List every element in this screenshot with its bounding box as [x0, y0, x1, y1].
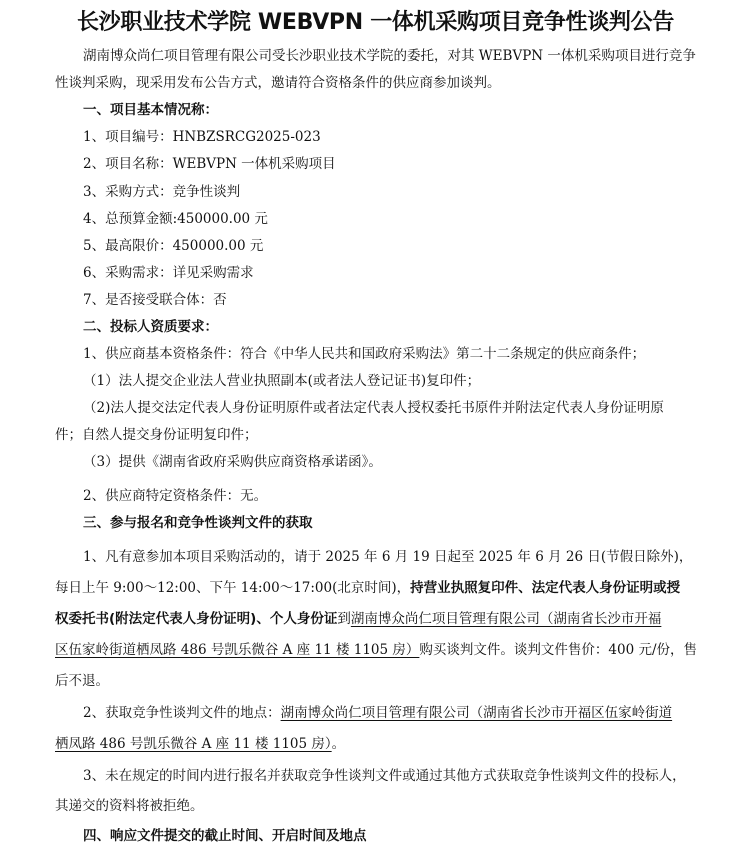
section-2-heading: 二、投标人资质要求：: [83, 319, 218, 335]
special-qualification: 2、供应商特定资格条件：无。: [83, 488, 268, 504]
registration-to: 到: [337, 611, 351, 627]
rejection-line-1: 3、未在规定的时间内进行报名并获取竞争性谈判文件或通过其他方式获取竞争性谈判文件的投标人，: [83, 768, 686, 784]
basic-qualification: 1、供应商基本资格条件：符合《中华人民共和国政府采购法》第二十二条规定的供应商条件；: [83, 346, 646, 362]
pickup-label: 2、获取竞争性谈判文件的地点：: [83, 705, 281, 721]
registration-line-5: 后不退。: [55, 673, 109, 689]
registration-line-4: [55, 638, 696, 658]
agency-address-part-2: 区伍家岭街道栖凤路 486 号凯乐微谷 A 座 11 楼 1105 房）: [55, 642, 420, 658]
pickup-address-part-2: 栖凤路 486 号凯乐微谷 A 座 11 楼 1105 房）: [55, 736, 332, 752]
pickup-line-1: [83, 701, 696, 721]
max-price: 5、最高限价：450000.00 元: [83, 238, 264, 254]
registration-line-3: [55, 607, 696, 627]
registration-line-1: 1、凡有意参加本项目采购活动的，请于 2025 年 6 月 19 日起至 2025 年 6 月 26 日(节假日除外)，: [83, 549, 693, 565]
consortium-accepted: 7、是否接受联合体：否: [83, 292, 227, 308]
intro-line-1: 湖南博众尚仁项目管理有限公司受长沙职业技术学院的委托，对其 WEBVPN 一体机采购项目进行竞争: [83, 48, 696, 64]
qualification-sub-3: （3）提供《湖南省政府采购供应商资格承诺函》。: [83, 454, 382, 470]
pickup-address-part-1: 湖南博众尚仁项目管理有限公司（湖南省长沙市开福区伍家岭街道: [280, 705, 673, 721]
rejection-line-2: 其递交的资料将被拒绝。: [55, 798, 204, 814]
project-number: 1、项目编号：HNBZSRCG2025-023: [83, 129, 321, 145]
section-3-heading: 三、参与报名和竞争性谈判文件的获取: [83, 515, 313, 531]
registration-hours: 每日上午 9:00～12:00、下午 14:00～17:00(北京时间)，: [55, 580, 411, 596]
project-name: 2、项目名称：WEBVPN 一体机采购项目: [83, 156, 336, 172]
registration-docs-bold-1: 持营业执照复印件、法定代表人身份证明或授: [410, 580, 681, 596]
procurement-needs: 6、采购需求：详见采购需求: [83, 265, 254, 281]
section-4-heading: 四、响应文件提交的截止时间、开启时间及地点: [83, 828, 367, 844]
procurement-method: 3、采购方式：竞争性谈判: [83, 184, 241, 200]
registration-line-2: [55, 576, 696, 596]
agency-address-part-1: 湖南博众尚仁项目管理有限公司（湖南省长沙市开福: [350, 611, 662, 627]
section-1-heading: 一、项目基本情况称：: [83, 102, 218, 118]
total-budget: 4、总预算金额:450000.00 元: [83, 211, 268, 227]
qualification-sub-2-line-1: （2)法人提交法定代表人身份证明原件或者法定代表人授权委托书原件并附法定代表人身份证明原: [83, 400, 664, 416]
intro-line-2: 性谈判采购，现采用发布公告方式，邀请符合资格条件的供应商参加谈判。: [55, 75, 501, 91]
pickup-line-2: [55, 732, 696, 752]
document-title: 长沙职业技术学院 WEBVPN 一体机采购项目竞争性谈判公告: [76, 10, 675, 35]
registration-docs-bold-2: 权委托书(附法定代表人身份证明)、个人身份证: [55, 611, 338, 627]
qualification-sub-1: （1）法人提交企业法人营业执照副本(或者法人登记证书)复印件；: [83, 373, 481, 389]
document-price: 购买谈判文件。谈判文件售价：400 元/份，售: [419, 642, 697, 658]
pickup-period: 。: [331, 736, 346, 752]
qualification-sub-2-line-2: 件；自然人提交身份证明复印件；: [55, 427, 258, 443]
